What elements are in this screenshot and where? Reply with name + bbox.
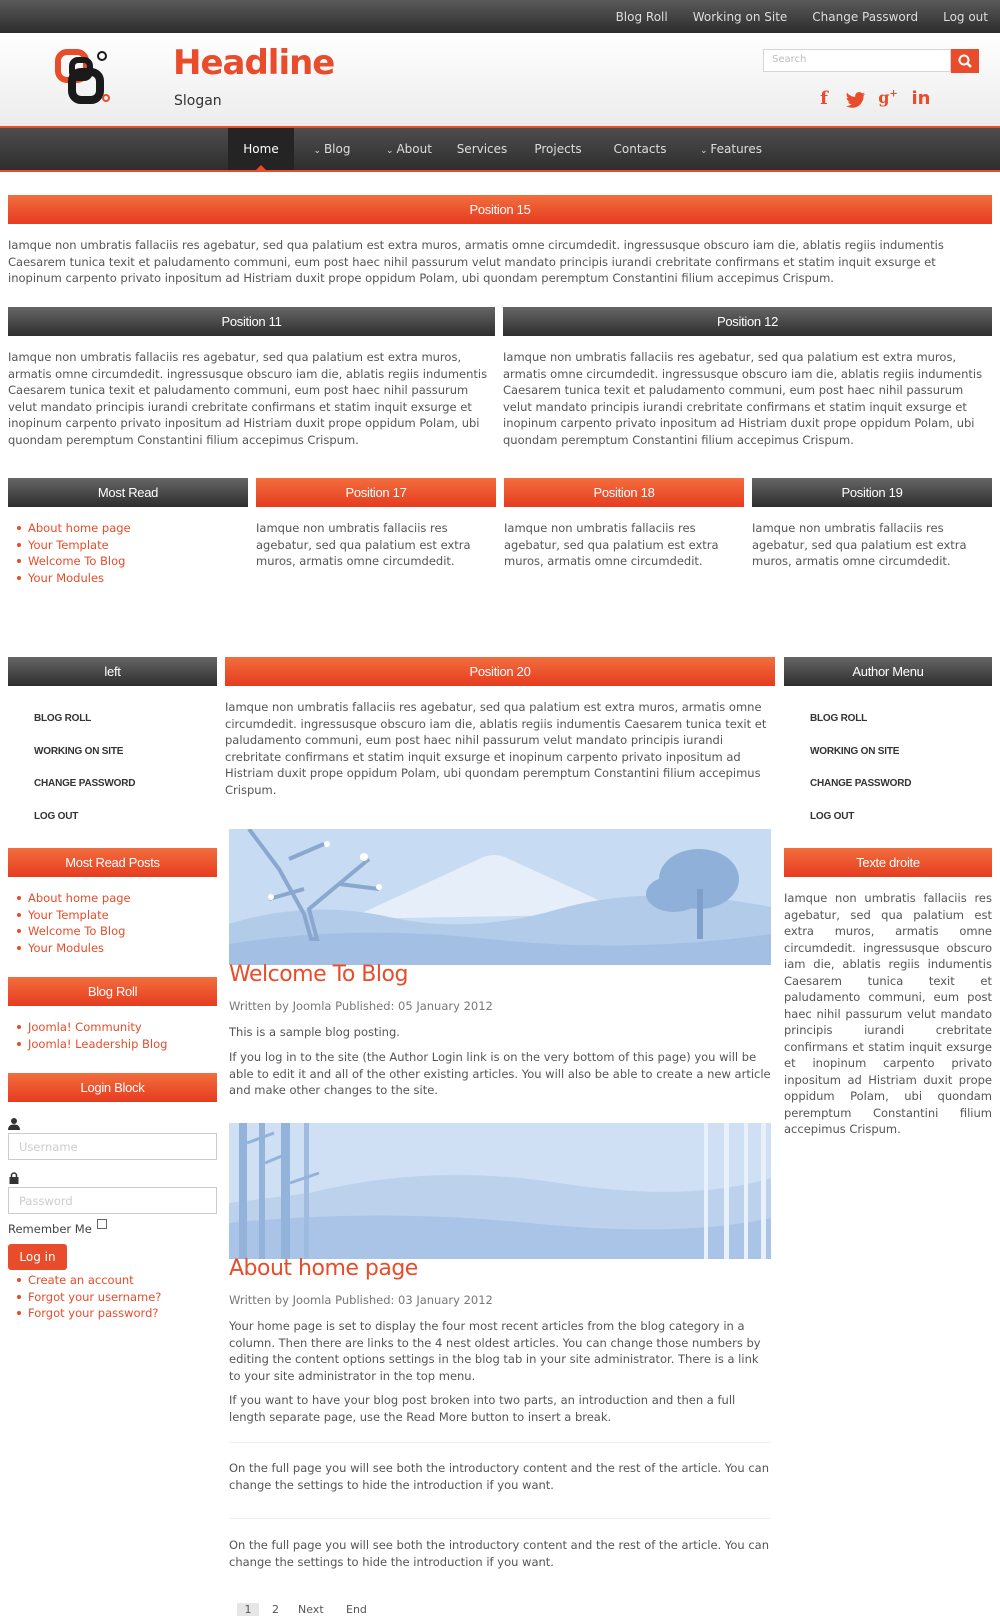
list-item[interactable] <box>8 1036 217 1053</box>
article-image-fuji <box>229 829 771 965</box>
article-paragraph: If you want to have your blog post broken into two parts, an introduction and then a full length separate page, use the Read More button to insert a break. <box>229 1393 736 1424</box>
article-title[interactable]: About home page <box>229 1256 418 1281</box>
top-link-blog-roll[interactable]: Blog Roll <box>615 9 668 24</box>
module-blog-roll-header: Blog Roll <box>8 977 217 1006</box>
nav-features[interactable] <box>693 128 769 170</box>
list-item[interactable] <box>8 537 248 554</box>
module-position-19-header: Position 19 <box>752 478 992 507</box>
divider <box>229 1518 771 1519</box>
top-link-log-out[interactable]: Log out <box>943 9 988 24</box>
create-account-link[interactable]: Create an account <box>28 1273 134 1287</box>
module-position-20-header: Position 20 <box>225 657 775 686</box>
most-read-link[interactable]: Your Modules <box>28 570 105 585</box>
pager-end[interactable]: End <box>346 1603 367 1616</box>
nav-home[interactable] <box>228 128 294 170</box>
module-texte-droite-text: Iamque non umbratis fallaciis res agebatur, sed qua palatium est extra muros, armatis omne circumdedit. ingressusque obscuro iam die, ablatis regiis indumentis Caesarem tunica texit et paludamento communi, eum post haec nihil passurum velut mandato principis iurandi crebritate confirmans et statim inquit exsurge et inopinum carpento privato inpositum ad Histriam duxit prope oppidum Polam, ubi quondam peremptum Constantini filium accepimus Crispum. <box>784 891 992 1136</box>
most-read-post-link[interactable]: Welcome To Blog <box>28 924 126 938</box>
remember-me-checkbox[interactable] <box>97 1219 107 1229</box>
most-read-link[interactable]: About home page <box>28 521 131 535</box>
most-read-post-link[interactable]: About home page <box>28 891 131 905</box>
google-plus-icon[interactable]: g+ <box>878 88 898 107</box>
list-item[interactable] <box>8 940 217 957</box>
top-link-change-password[interactable]: Change Password <box>812 9 919 24</box>
module-most-read-header: Most Read <box>8 478 248 507</box>
nav-home-label: Home <box>243 142 279 156</box>
nav-contacts-label: Contacts <box>613 142 667 156</box>
facebook-icon[interactable]: f <box>820 88 828 109</box>
article-title[interactable]: Welcome To Blog <box>229 962 408 987</box>
password-field[interactable]: Password <box>8 1187 217 1214</box>
article-meta: Written by Joomla Published: 03 January 2012 <box>229 1293 493 1307</box>
module-position-18-text: Iamque non umbratis fallaciis res agebatur, sed qua palatium est extra muros, armatis omne circumdedit. <box>504 521 719 568</box>
module-position-11-header: Position 11 <box>8 307 495 336</box>
article-paragraph: Your home page is set to display the four most recent articles from the blog category in a column. Then there are links to the 4 nest oldest articles. You can change those numbers by editing the content options settings in the blog tab in your site administrator. There is a link to your site administrator in the top menu. <box>229 1319 761 1383</box>
divider <box>229 1442 771 1443</box>
site-headline[interactable]: Headline <box>173 43 335 83</box>
nav-about[interactable] <box>374 128 444 170</box>
module-position-15-header: Position 15 <box>8 195 992 224</box>
menu-item-working-on-site[interactable]: WORKING ON SITE <box>34 745 124 757</box>
left-menu <box>34 710 135 840</box>
article-paragraph: On the full page you will see both the introductory content and the rest of the article. You can change the settings to hide the introduction if you want. <box>229 1538 769 1569</box>
forgot-username-link[interactable]: Forgot your username? <box>28 1289 162 1304</box>
list-item[interactable] <box>8 553 248 570</box>
article-meta: Written by Joomla Published: 05 January 2012 <box>229 999 493 1013</box>
nav-blog-label: Blog <box>323 142 351 156</box>
list-item[interactable] <box>8 1289 217 1306</box>
login-button[interactable]: Log in <box>8 1244 67 1270</box>
module-position-11-text: Iamque non umbratis fallaciis res agebatur, sed qua palatium est extra muros, armatis omne circumdedit. ingressusque obscuro iam die, ablatis regiis indumentis Caesarem tunica texit et paludamento communi, eum post haec nihil passurum velut mandato principis iurandi crebritate confirmans et statim inquit exsurge et inopinum carpento privato inpositum ad Histriam duxit prope oppidum Polam, ubi quondam peremptum Constantini filium accepimus Crispum. <box>8 350 488 447</box>
search-icon <box>951 49 979 73</box>
pager-next[interactable]: Next <box>298 1603 324 1616</box>
list-item[interactable] <box>8 570 248 587</box>
site-slogan: Slogan <box>174 93 222 109</box>
search-input[interactable]: Search <box>763 49 951 72</box>
module-texte-droite-header: Texte droite <box>784 848 992 877</box>
nav-blog[interactable] <box>302 128 362 170</box>
pager-page-2[interactable]: 2 <box>272 1603 279 1616</box>
forgot-password-link[interactable]: Forgot your password? <box>28 1306 159 1320</box>
menu-item-working-on-site[interactable]: WORKING ON SITE <box>810 745 900 757</box>
list-item[interactable] <box>8 520 248 537</box>
most-read-post-link[interactable]: Your Modules <box>28 940 105 955</box>
menu-item-change-password[interactable]: CHANGE PASSWORD <box>34 778 136 789</box>
menu-item-log-out[interactable]: LOG OUT <box>810 810 855 822</box>
most-read-list <box>8 520 248 586</box>
menu-item-blog-roll[interactable]: BLOG ROLL <box>810 713 868 724</box>
blog-roll-list <box>8 1019 217 1052</box>
list-item[interactable] <box>8 923 217 940</box>
list-item[interactable] <box>8 1272 217 1289</box>
twitter-icon[interactable] <box>843 88 869 112</box>
module-position-18-header: Position 18 <box>504 478 744 507</box>
lock-icon <box>9 1172 19 1184</box>
module-position-17-text: Iamque non umbratis fallaciis res agebatur, sed qua palatium est extra muros, armatis omne circumdedit. <box>256 521 471 568</box>
search-button[interactable] <box>951 49 979 73</box>
most-read-post-link[interactable]: Your Template <box>28 907 109 922</box>
pager-page-1[interactable]: 1 <box>237 1603 259 1616</box>
main-nav <box>0 126 1000 172</box>
top-link-working-on-site[interactable]: Working on Site <box>692 9 788 24</box>
author-menu <box>810 710 911 840</box>
module-position-12-header: Position 12 <box>503 307 992 336</box>
nav-contacts[interactable] <box>609 128 671 170</box>
remember-me-text: Remember Me <box>8 1222 92 1236</box>
login-links <box>8 1272 217 1322</box>
username-field[interactable]: Username <box>8 1133 217 1160</box>
nav-services[interactable] <box>452 128 512 170</box>
list-item[interactable] <box>8 907 217 924</box>
module-left-header: left <box>8 657 217 686</box>
chevron-down-icon: ⌄ <box>699 146 711 156</box>
article-paragraph: If you log in to the site (the Author Login link is on the very bottom of this page) you will be able to edit it and all of the other existing articles. You will also be able to create a new article and make other changes to the site. <box>229 1050 771 1097</box>
list-item[interactable] <box>8 1305 217 1322</box>
nav-about-label: About <box>396 142 432 156</box>
module-position-12-text: Iamque non umbratis fallaciis res agebatur, sed qua palatium est extra muros, armatis omne circumdedit. ingressusque obscuro iam die, ablatis regiis indumentis Caesarem tunica texit et paludamento communi, eum post haec nihil passurum velut mandato principis iurandi crebritate confirmans et statim inquit exsurge et inopinum carpento privato inpositum ad Histriam duxit prope oppidum Polam, ubi quondam peremptum Constantini filium accepimus Crispum. <box>503 350 983 447</box>
top-bar <box>0 0 1000 33</box>
menu-item-log-out[interactable]: LOG OUT <box>34 810 79 822</box>
nav-projects[interactable] <box>530 128 586 170</box>
remember-me-label <box>8 1219 107 1236</box>
most-read-link[interactable]: Your Template <box>28 537 109 552</box>
most-read-link[interactable]: Welcome To Blog <box>28 554 126 568</box>
module-author-menu-header: Author Menu <box>784 657 992 686</box>
top-links <box>591 0 988 33</box>
most-read-posts-list <box>8 890 217 956</box>
module-position-19-text: Iamque non umbratis fallaciis res agebatur, sed qua palatium est extra muros, armatis omne circumdedit. <box>752 521 967 568</box>
blog-roll-link[interactable]: Joomla! Community <box>28 1020 142 1034</box>
nav-projects-label: Projects <box>534 142 582 156</box>
chevron-down-icon: ⌄ <box>386 146 397 156</box>
list-item[interactable] <box>8 890 217 907</box>
site-header <box>0 33 1000 126</box>
menu-item-blog-roll[interactable]: BLOG ROLL <box>34 713 92 724</box>
site-logo[interactable] <box>52 46 116 110</box>
article-paragraph: On the full page you will see both the introductory content and the rest of the article. You can change the settings to hide the introduction if you want. <box>229 1461 769 1492</box>
module-position-20-text: Iamque non umbratis fallaciis res agebatur, sed qua palatium est extra muros, armatis omne circumdedit. ingressusque obscuro iam die, ablatis regiis indumentis Caesarem tunica texit et paludamento communi, eum post haec nihil passurum velut mandato principis iurandi crebritate confirmans et statim inquit exsurge et inopinum carpento privato inpositum ad Histriam duxit prope oppidum Polam, ubi quondam peremptum Constantini filium accepimus Crispum. <box>225 700 767 797</box>
list-item[interactable] <box>8 1019 217 1036</box>
nav-services-label: Services <box>456 142 508 156</box>
module-login-block-header: Login Block <box>8 1073 217 1102</box>
article-paragraph: This is a sample blog posting. <box>229 1025 400 1039</box>
article-image-bamboo <box>229 1123 771 1259</box>
module-position-15-text: Iamque non umbratis fallaciis res agebatur, sed qua palatium est extra muros, armatis omne circumdedit. ingressusque obscuro iam die, ablatis regiis indumentis Caesarem tunica texit et paludamento communi, eum post haec nihil passurum velut mandato principis iurandi crebritate confirmans et statim inquit exsurge et inopinum carpento privato inpositum ad Histriam duxit prope oppidum Polam, ubi quondam peremptum Constantini filium accepimus Crispum. <box>8 238 944 285</box>
linkedin-icon[interactable]: in <box>911 88 931 109</box>
nav-features-label: Features <box>710 142 762 156</box>
blog-roll-link[interactable]: Joomla! Leadership Blog <box>28 1036 168 1051</box>
module-most-read-posts-header: Most Read Posts <box>8 848 217 877</box>
menu-item-change-password[interactable]: CHANGE PASSWORD <box>810 778 912 789</box>
chevron-down-icon: ⌄ <box>313 146 324 156</box>
user-icon <box>8 1117 20 1130</box>
module-position-17-header: Position 17 <box>256 478 496 507</box>
